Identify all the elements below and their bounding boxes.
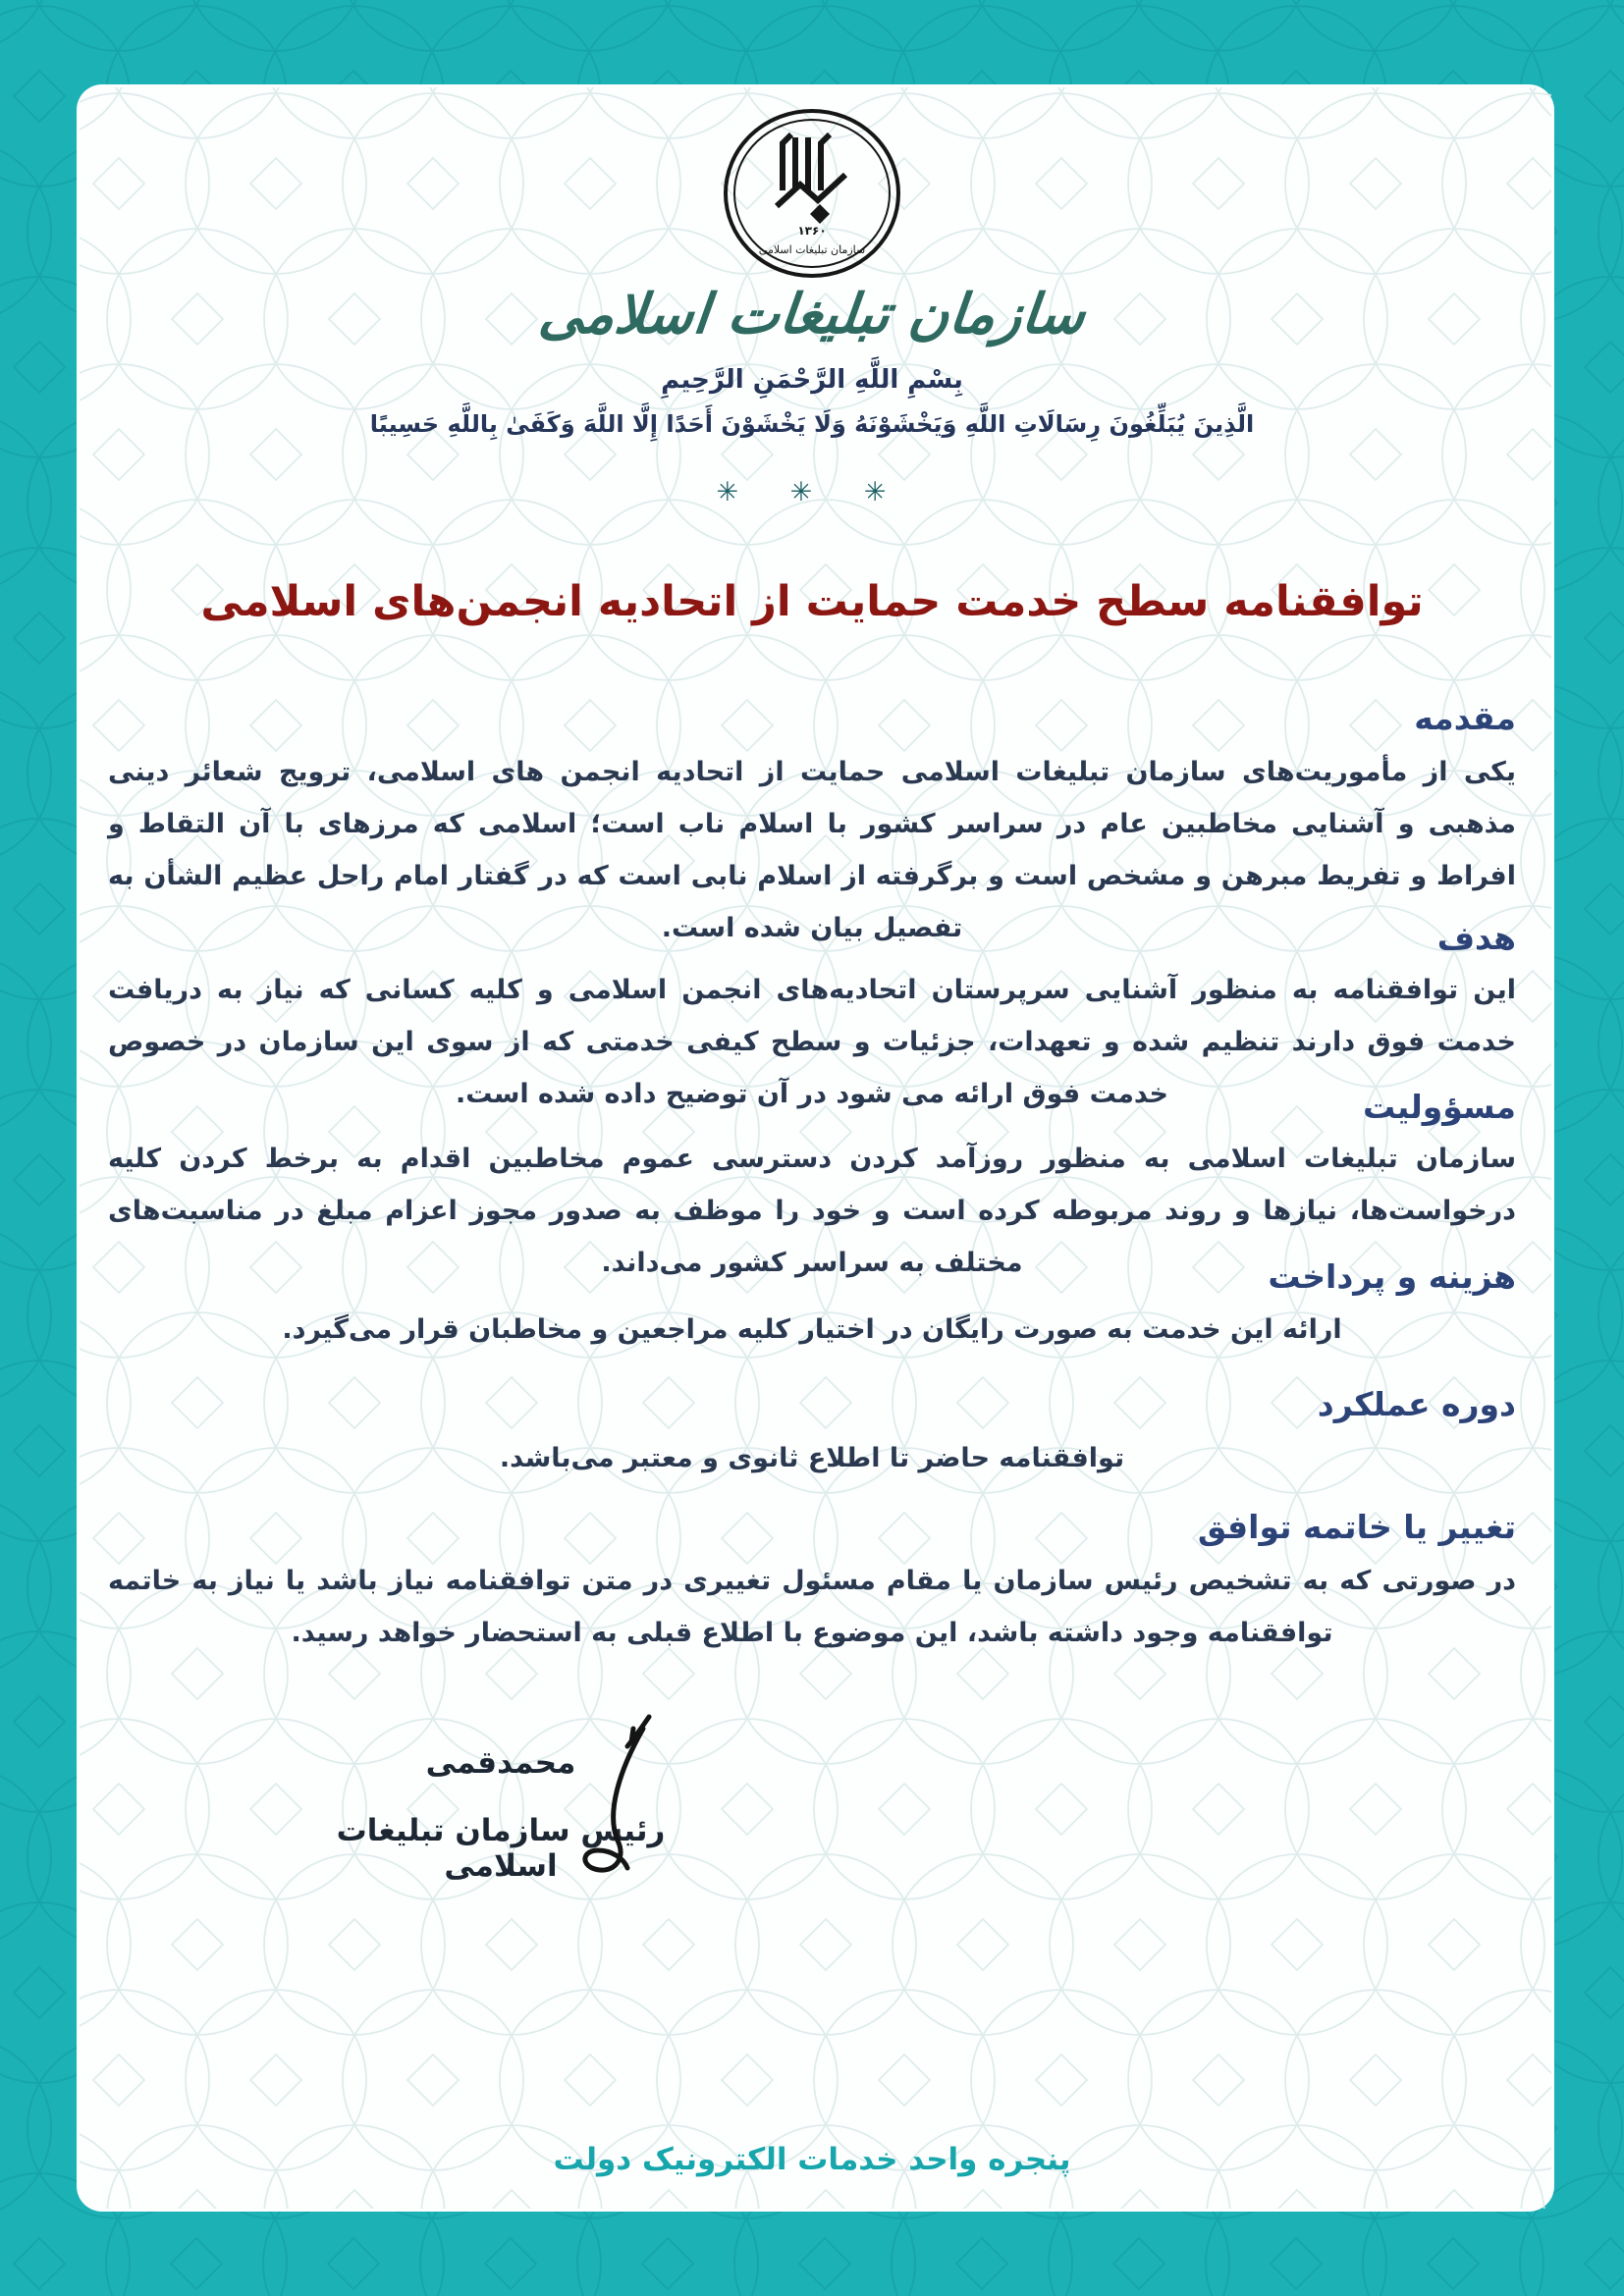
page-title: توافقنامه سطح خدمت حمایت از اتحادیه انجمن‌های اسلامی [200,577,1424,626]
section-heading-dore-amalkard: دوره عملکرد [1317,1385,1516,1423]
allah-calligraphy-icon [777,134,845,206]
bismillah-line: بِسْمِ اللَّهِ الرَّحْمَنِ الرَّحِيمِ [661,365,963,395]
logo-org-name-small: سازمان تبلیغات اسلامی [758,243,866,256]
section-heading-moghaddameh: مقدمه [1414,699,1516,737]
logo-year: ۱۳۶۰ [797,224,827,238]
ornament-asterisks-icon: ✳ ✳ ✳ [716,477,908,507]
section-body-moghaddameh: یکی از مأموریت‌های سازمان تبلیغات اسلامی حمایت از اتحادیه انجمن های اسلامی، ترویج شعائر دینی مذهبی و آشنایی مخاطبین عام در سراسر کشور با اسلام ناب است؛ اسلامی که مرزهای با آن التقاط و افراط و تفریط مبرهن و مشخص است و برگرفته از اسلام نابی است که در گفتار امام راحل عظیم الشأن به تفصیل بیان شده است. [108,757,1516,943]
quran-verse: الَّذِينَ يُبَلِّغُونَ رِسَالَاتِ اللَّهِ وَيَخْشَوْنَهُ وَلَا يَخْشَوْنَ أَحَدًا إِلَّا اللَّهَ وَكَفَىٰ بِاللَّهِ حَسِيبًا [369,410,1255,438]
section-body-dore-amalkard: توافقنامه حاضر تا اطلاع ثانوی و معتبر می‌باشد. [499,1443,1125,1473]
logo-emblem [726,111,898,276]
handwritten-signature-icon [555,1703,702,1899]
section-heading-masooliat: مسؤولیت [1362,1088,1516,1126]
org-name-calligraphy: سازمان تبلیغات اسلامی [535,283,1089,347]
signer-role: رئیس سازمان تبلیغات اسلامی [336,1813,666,1884]
section-body-masooliat: سازمان تبلیغات اسلامی به منظور روزآمد کردن دسترسی عموم مخاطبین اقدام به برخط کردن کلیه درخواست‌ها، نیازها و روند مربوطه کرده است و خود را موظف به صدور مجوز اعزام مبلغ در مناسبت‌های مختلف به سراسر کشور می‌داند. [108,1144,1516,1278]
section-heading-hadaf: هدف [1436,919,1516,957]
signer-name: محمدقمی [425,1745,576,1781]
section-heading-hazineh-pardakht: هزینه و پرداخت [1268,1257,1516,1296]
section-heading-taghir-khatemeh: تغییر یا خاتمه توافق [1197,1508,1516,1546]
section-body-taghir-khatemeh: در صورتی که به تشخیص رئیس سازمان یا مقام مسئول تغییری در متن توافقنامه نیاز باشد یا نیاز به خاتمه توافقنامه وجود داشته باشد، این موضوع با اطلاع قبلی به استحضار خواهد رسید. [108,1566,1516,1648]
section-body-hazineh-pardakht: ارائه این خدمت به صورت رایگان در اختیار کلیه مراجعین و مخاطبان قرار می‌گیرد. [282,1314,1342,1345]
section-body-hadaf: این توافقنامه به منظور آشنایی سرپرستان اتحادیه‌های انجمن اسلامی و کلیه کسانی که نیاز به دریافت خدمت فوق دارند تنظیم شده و تعهدات، جزئیات و سطح کیفی خدمتی که از سوی این سازمان در خصوص خدمت فوق ارائه می شود در آن توضیح داده شده است. [108,975,1516,1109]
organization-logo [684,90,940,306]
footer-service-window-label: پنجره واحد خدمات الکترونیک دولت [553,2142,1071,2177]
